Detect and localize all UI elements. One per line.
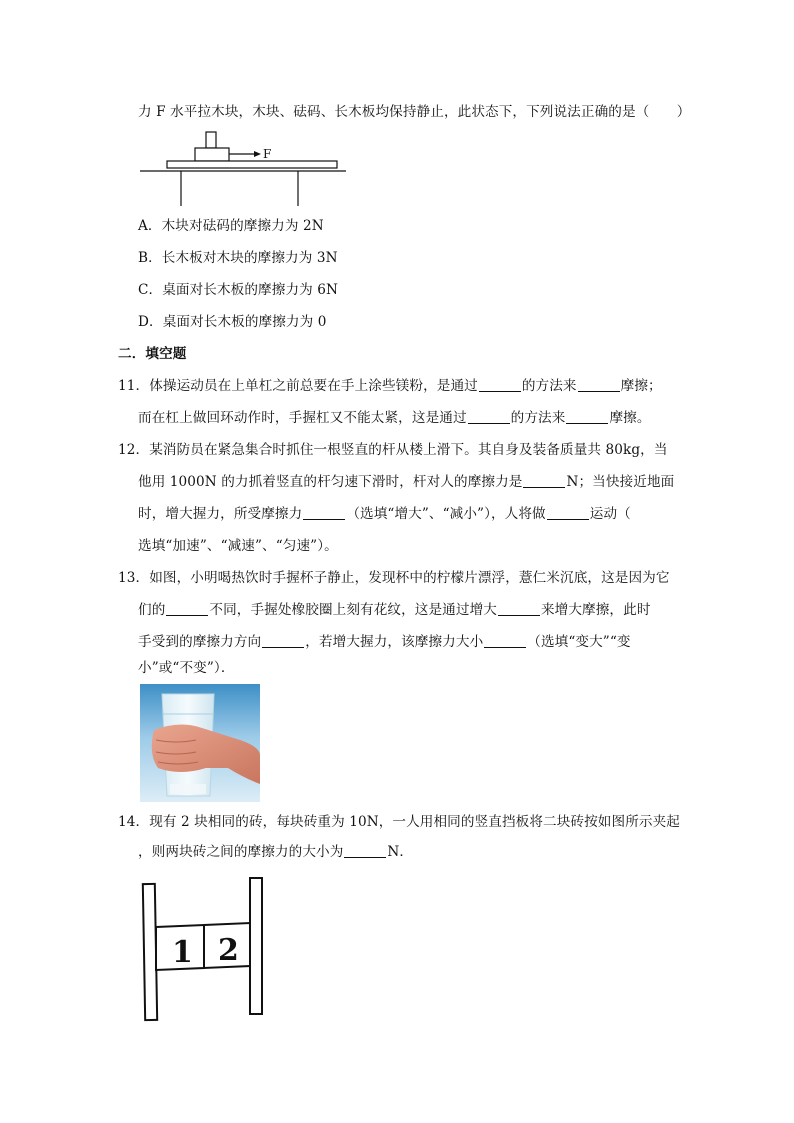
glass-photo <box>140 684 260 802</box>
q13-line2: 们的 不同，手握处橡胶圈上刻有花纹，这是通过增大 来增大摩擦，此时 <box>138 602 651 618</box>
answer-blank <box>547 505 589 520</box>
q10-option-a: A．木块对砝码的摩擦力为 2N <box>138 218 324 234</box>
q11-line1: 11．体操运动员在上单杠之前总要在手上涂些镁粉，是通过 的方法来 摩擦； <box>118 378 662 394</box>
q11-line2: 而在杠上做回环动作时，手握杠又不能太紧，这是通过 的方法来 摩擦。 <box>138 410 651 426</box>
answer-blank <box>578 377 620 392</box>
q14-line2: ，则两块砖之间的摩擦力的大小为 N． <box>138 844 414 860</box>
long-board <box>167 161 337 168</box>
q10-option-d: D．桌面对长木板的摩擦力为 0 <box>138 314 327 330</box>
force-label: F <box>263 147 272 161</box>
answer-blank <box>166 601 208 616</box>
answer-blank <box>468 409 510 424</box>
wood-block <box>195 148 229 161</box>
hand-glass-image <box>140 684 260 802</box>
answer-blank <box>479 377 521 392</box>
section-heading: 二．填空题 <box>118 346 187 362</box>
q12-line2: 他用 1000N 的力抓着竖直的杆匀速下滑时，杆对人的摩擦力是 N；当快接近地面 <box>138 474 675 490</box>
q13-line3: 手受到的摩擦力方向 ，若增大握力，该摩擦力大小 （选填“变大”“变 <box>138 634 631 650</box>
q10-stem: 力 F 水平拉木块，木块、砝码、长木板均保持静止，此状态下，下列说法正确的是（ ） <box>138 104 691 120</box>
q13-line1: 13．如图，小明喝热饮时手握杯子静止，发现杯中的柠檬片漂浮，薏仁米沉底，这是因为它 <box>118 570 670 586</box>
force-arrow-head <box>254 151 261 157</box>
answer-blank <box>344 843 386 858</box>
q12-line1: 12．某消防员在紧急集合时抓住一根竖直的杆从楼上滑下。其自身及装备质量共 80kg，当 <box>118 442 668 458</box>
answer-blank <box>484 633 526 648</box>
weight-block <box>206 132 216 148</box>
answer-blank <box>303 505 345 520</box>
q12-line4: 选填“加速”、“减速”、“匀速”）。 <box>138 538 338 554</box>
q10-figure <box>140 128 350 210</box>
brick-1-label: 1 <box>172 935 193 970</box>
q13-line4: 小”或“不变”）． <box>138 660 235 676</box>
q14-line1: 14．现有 2 块相同的砖，每块砖重为 10N，一人用相同的竖直挡板将二块砖按如图所示夹起 <box>118 814 680 830</box>
answer-blank <box>498 601 540 616</box>
answer-blank <box>523 473 565 488</box>
q14-figure <box>140 874 270 1024</box>
brick-2-label: 2 <box>218 933 239 968</box>
right-board <box>250 878 262 1014</box>
q12-line3: 时，增大握力，所受摩擦力 （选填“增大”、“减小”），人将做 运动（ <box>138 506 631 522</box>
answer-blank <box>566 409 608 424</box>
q10-option-b: B．长木板对木块的摩擦力为 3N <box>138 250 338 266</box>
q10-option-c: C．桌面对长木板的摩擦力为 6N <box>138 282 338 298</box>
answer-blank <box>262 633 304 648</box>
